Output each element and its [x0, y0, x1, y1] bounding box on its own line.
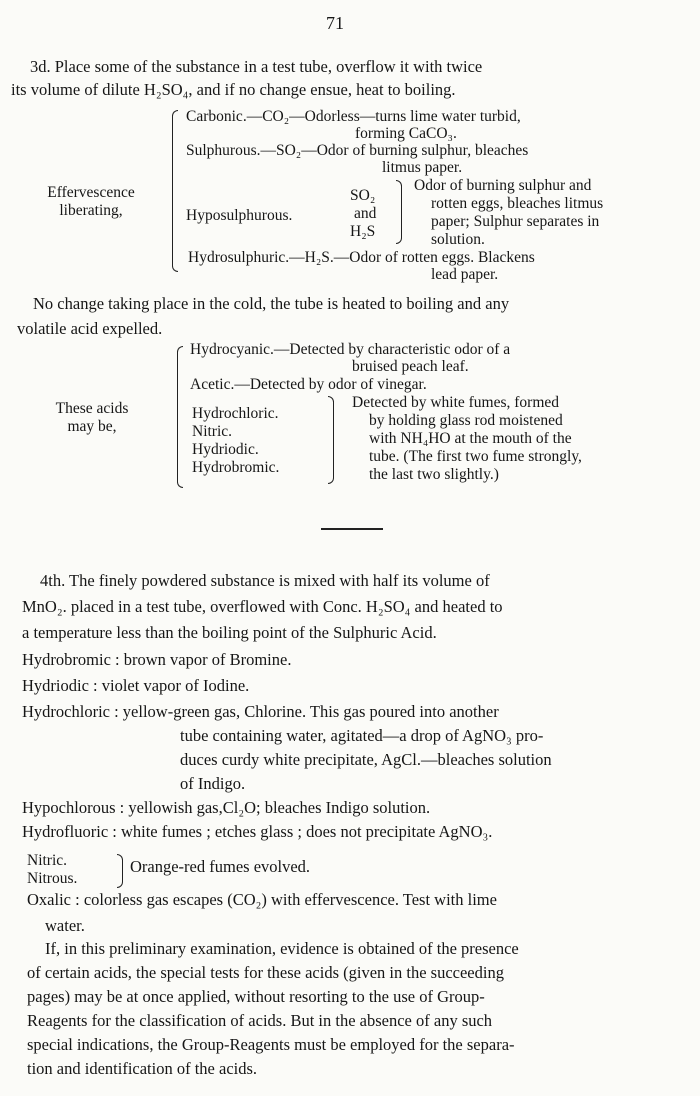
hypo-desc-line1: Odor of burning sulphur and — [414, 177, 592, 194]
closing-line6: tion and identification of the acids. — [27, 1059, 258, 1078]
closing-line2: of certain acids, the special tests for these acids (given in the succeeding — [27, 963, 504, 982]
hypo-so2: SO₂ — [350, 187, 376, 204]
closing-line5: special indications, the Group-Reagents must be employed for the separa- — [27, 1035, 515, 1054]
white-fumes-line5: the last two slightly.) — [369, 466, 499, 483]
hypochlorous-line: Hypochlorous : yellowish gas,Cl₂O; bleaches Indigo solution. — [22, 798, 431, 817]
cold-line2: volatile acid expelled. — [17, 319, 163, 338]
hydrochloric-line4: of Indigo. — [180, 774, 246, 793]
hydrocyanic-line1: Hydrocyanic.—Detected by characteristic odor of a — [190, 341, 511, 358]
white-fumes-brace — [328, 396, 334, 484]
nitrous-label: Nitrous. — [27, 870, 78, 887]
hydrochloric-line3: duces curdy white precipitate, AgCl.—bleaches solution — [180, 750, 552, 769]
effervescence-label: Effervescence — [47, 184, 135, 201]
section3-intro-line2: its volume of dilute H₂SO₄, and if no change ensue, heat to boiling. — [11, 80, 456, 99]
these-acids-brace — [177, 346, 183, 488]
carbonic-line2: forming CaCO₃. — [355, 125, 457, 142]
nitric-label: Nitric. — [27, 852, 68, 869]
hypo-desc-line3: paper; Sulphur separates in — [431, 213, 600, 230]
effervescence-label-2: liberating, — [59, 202, 123, 219]
hypo-desc-line4: solution. — [431, 231, 485, 248]
section-divider — [321, 528, 383, 530]
nitric-description: Orange-red fumes evolved. — [130, 857, 311, 876]
acid-hydriodic: Hydriodic. — [192, 441, 259, 458]
hydrosulphuric-line2: lead paper. — [431, 266, 499, 283]
white-fumes-line2: by holding glass rod moistened — [369, 412, 563, 429]
hypo-brace — [396, 180, 402, 244]
white-fumes-line1: Detected by white fumes, formed — [352, 394, 560, 411]
cold-line1: No change taking place in the cold, the tube is heated to boiling and any — [33, 294, 510, 313]
hypo-and: and — [354, 205, 377, 222]
closing-line3: pages) may be at once applied, without resorting to the use of Group- — [27, 987, 485, 1006]
section3-intro-line1: 3d. Place some of the substance in a test tube, overflow it with twice — [30, 57, 483, 76]
section4-intro-line1: 4th. The finely powdered substance is mixed with half its volume of — [40, 571, 490, 590]
hypo-desc-line2: rotten eggs, bleaches litmus — [431, 195, 604, 212]
sulphurous-line1: Sulphurous.—SO₂—Odor of burning sulphur, bleaches — [186, 142, 529, 159]
hydrochloric-line2: tube containing water, agitated—a drop of AgNO₃ pro- — [180, 726, 544, 745]
white-fumes-line3: with NH₄HO at the mouth of the — [369, 430, 572, 447]
effervescence-brace — [172, 110, 178, 272]
hyposulphurous-name: Hyposulphurous. — [186, 207, 293, 224]
acid-hydrochloric: Hydrochloric. — [192, 405, 279, 422]
acetic-line: Acetic.—Detected by odor of vinegar. — [190, 376, 427, 393]
hydrocyanic-line2: bruised peach leaf. — [352, 358, 469, 375]
oxalic-line1: Oxalic : colorless gas escapes (CO₂) with effervescence. Test with lime — [27, 890, 497, 909]
oxalic-line2: water. — [45, 916, 85, 935]
these-acids-label: These acids — [55, 400, 129, 417]
hydrosulphuric-line1: Hydrosulphuric.—H₂S.—Odor of rotten eggs. Blackens — [188, 249, 535, 266]
sulphurous-line2: litmus paper. — [382, 159, 463, 176]
hydrofluoric-line: Hydrofluoric : white fumes ; etches glass ; does not precipitate AgNO₃. — [22, 822, 493, 841]
hydrobromic-line: Hydrobromic : brown vapor of Bromine. — [22, 650, 292, 669]
acid-hydrobromic: Hydrobromic. — [192, 459, 280, 476]
carbonic-line1: Carbonic.—CO₂—Odorless—turns lime water turbid, — [186, 108, 521, 125]
hydriodic-line: Hydriodic : violet vapor of Iodine. — [22, 676, 250, 695]
white-fumes-line4: tube. (The first two fume strongly, — [369, 448, 582, 465]
section4-intro-line2: MnO₂. placed in a test tube, overflowed with Conc. H₂SO₄ and heated to — [22, 597, 503, 616]
acid-nitric: Nitric. — [192, 423, 233, 440]
page-number: 71 — [326, 13, 344, 33]
these-acids-label-2: may be, — [67, 418, 117, 435]
section4-intro-line3: a temperature less than the boiling point of the Sulphuric Acid. — [22, 623, 437, 642]
hypo-h2s: H₂S — [350, 223, 376, 240]
hydrochloric-line1: Hydrochloric : yellow-green gas, Chlorine. This gas poured into another — [22, 702, 499, 721]
closing-line1: If, in this preliminary examination, evidence is obtained of the presence — [45, 939, 519, 958]
nitric-brace — [117, 854, 123, 888]
closing-line4: Reagents for the classification of acids. But in the absence of any such — [27, 1011, 493, 1030]
